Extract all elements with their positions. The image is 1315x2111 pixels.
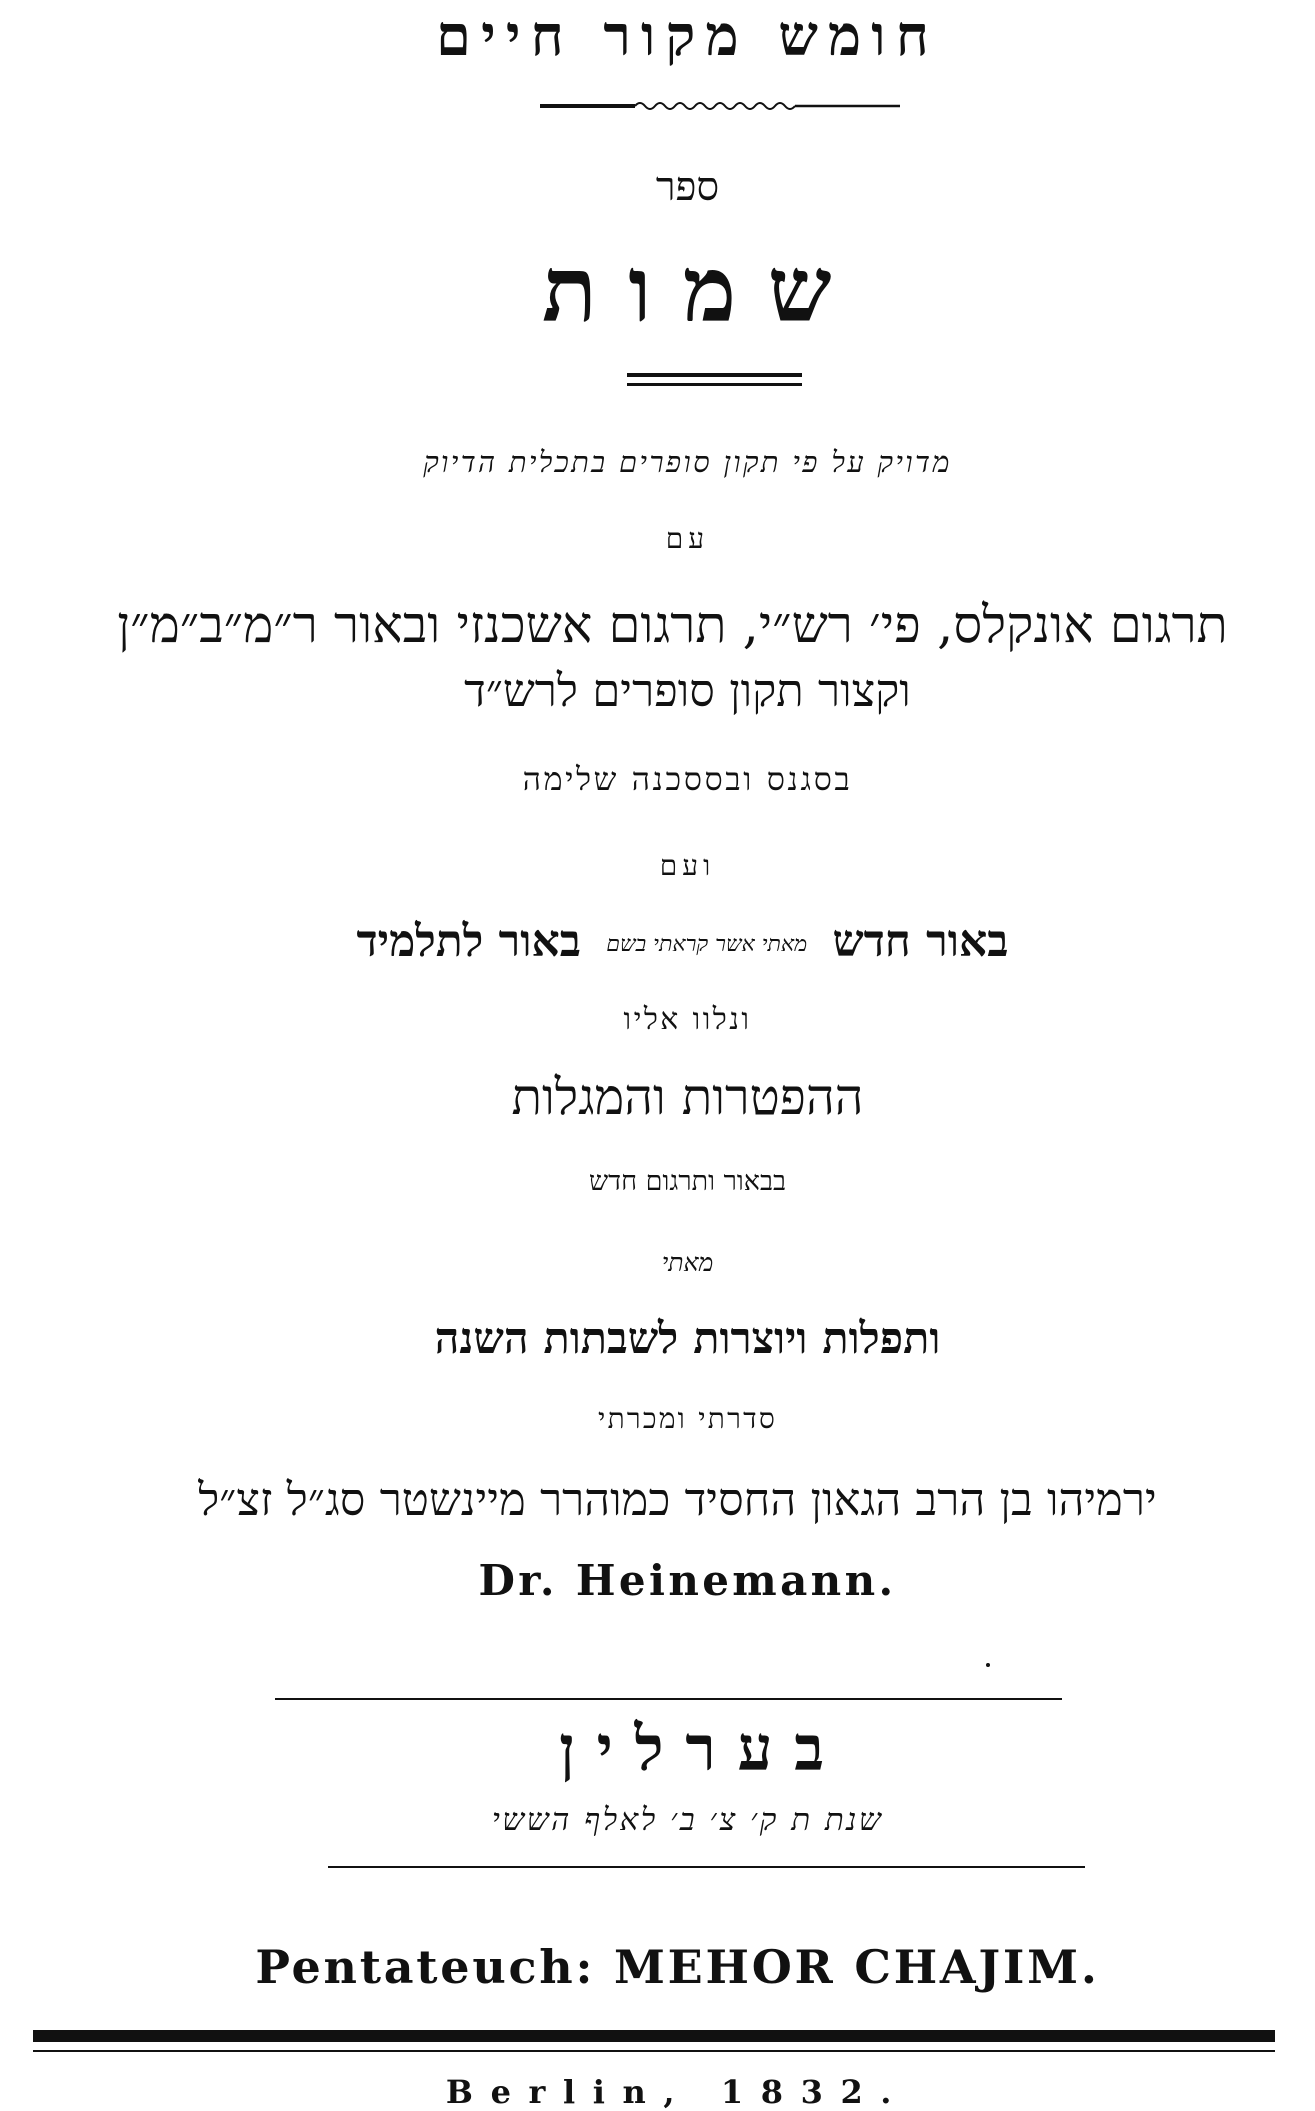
prayers-line: ותפלות ויוצרות לשבתות השנה bbox=[434, 1314, 941, 1364]
appended-label: ונלוו אליו bbox=[623, 1002, 752, 1037]
author-latin: Dr. Heinemann. bbox=[478, 1556, 897, 1605]
from-me-label: מאתי bbox=[661, 1248, 714, 1277]
new-commentary-line bbox=[0, 916, 1315, 967]
haftarot-line: ההפטרות והמגלות bbox=[511, 1068, 864, 1126]
rule-below-year bbox=[328, 1866, 1085, 1868]
sefer-label: ספר bbox=[655, 164, 720, 210]
new-commentary-small: מאתי אשר קראתי בשם bbox=[606, 931, 808, 957]
year-hebrew: שנת ת ק׳ צ׳ ב׳ לאלף הששי bbox=[491, 1802, 884, 1838]
completeness-line: בסגנס ובססכנה שלימה bbox=[522, 760, 853, 798]
thick-rule-bottom bbox=[33, 2050, 1275, 2052]
author-hebrew: ירמיהו בן הרב הגאון החסיד כמוהרר מיינשטר סג״ל זצ״ל bbox=[198, 1473, 1157, 1526]
new-commentary-b: באור לתלמיד bbox=[356, 916, 581, 967]
book-name: שמות bbox=[542, 237, 863, 343]
precise-line: מדויק על פי תקון סופרים בתכלית הדיוק bbox=[423, 445, 952, 479]
commentaries-line-1: תרגום אונקלס, פי׳ רש״י, תרגום אשכנזי ובאור ר״מ״ב״מ״ן bbox=[117, 596, 1228, 655]
arranged-by-line: סדרתי ומכרתי bbox=[598, 1402, 777, 1435]
new-commentary-a: באור חדש bbox=[832, 916, 1009, 967]
ornamental-rule bbox=[540, 99, 900, 113]
and-with-label: ועם bbox=[659, 849, 716, 882]
double-rule-top bbox=[627, 373, 802, 377]
city-hebrew: בערלין bbox=[559, 1712, 846, 1785]
imprint: Berlin, 1832. bbox=[445, 2073, 910, 2111]
rule-above-city bbox=[275, 1698, 1062, 1700]
series-title: חומש מקור חיים bbox=[436, 3, 939, 69]
latin-title: Pentateuch: MEHOR CHAJIM. bbox=[255, 1940, 1100, 1994]
speck-dot bbox=[986, 1663, 990, 1667]
commentaries-line-2: וקצור תקון סופרים לרש״ד bbox=[464, 664, 911, 717]
thick-rule-top bbox=[33, 2030, 1275, 2042]
with-label: עם bbox=[665, 522, 710, 555]
commentary-translation-line: בבאור ותרגום חדש bbox=[589, 1166, 786, 1197]
double-rule-bottom bbox=[627, 383, 802, 386]
